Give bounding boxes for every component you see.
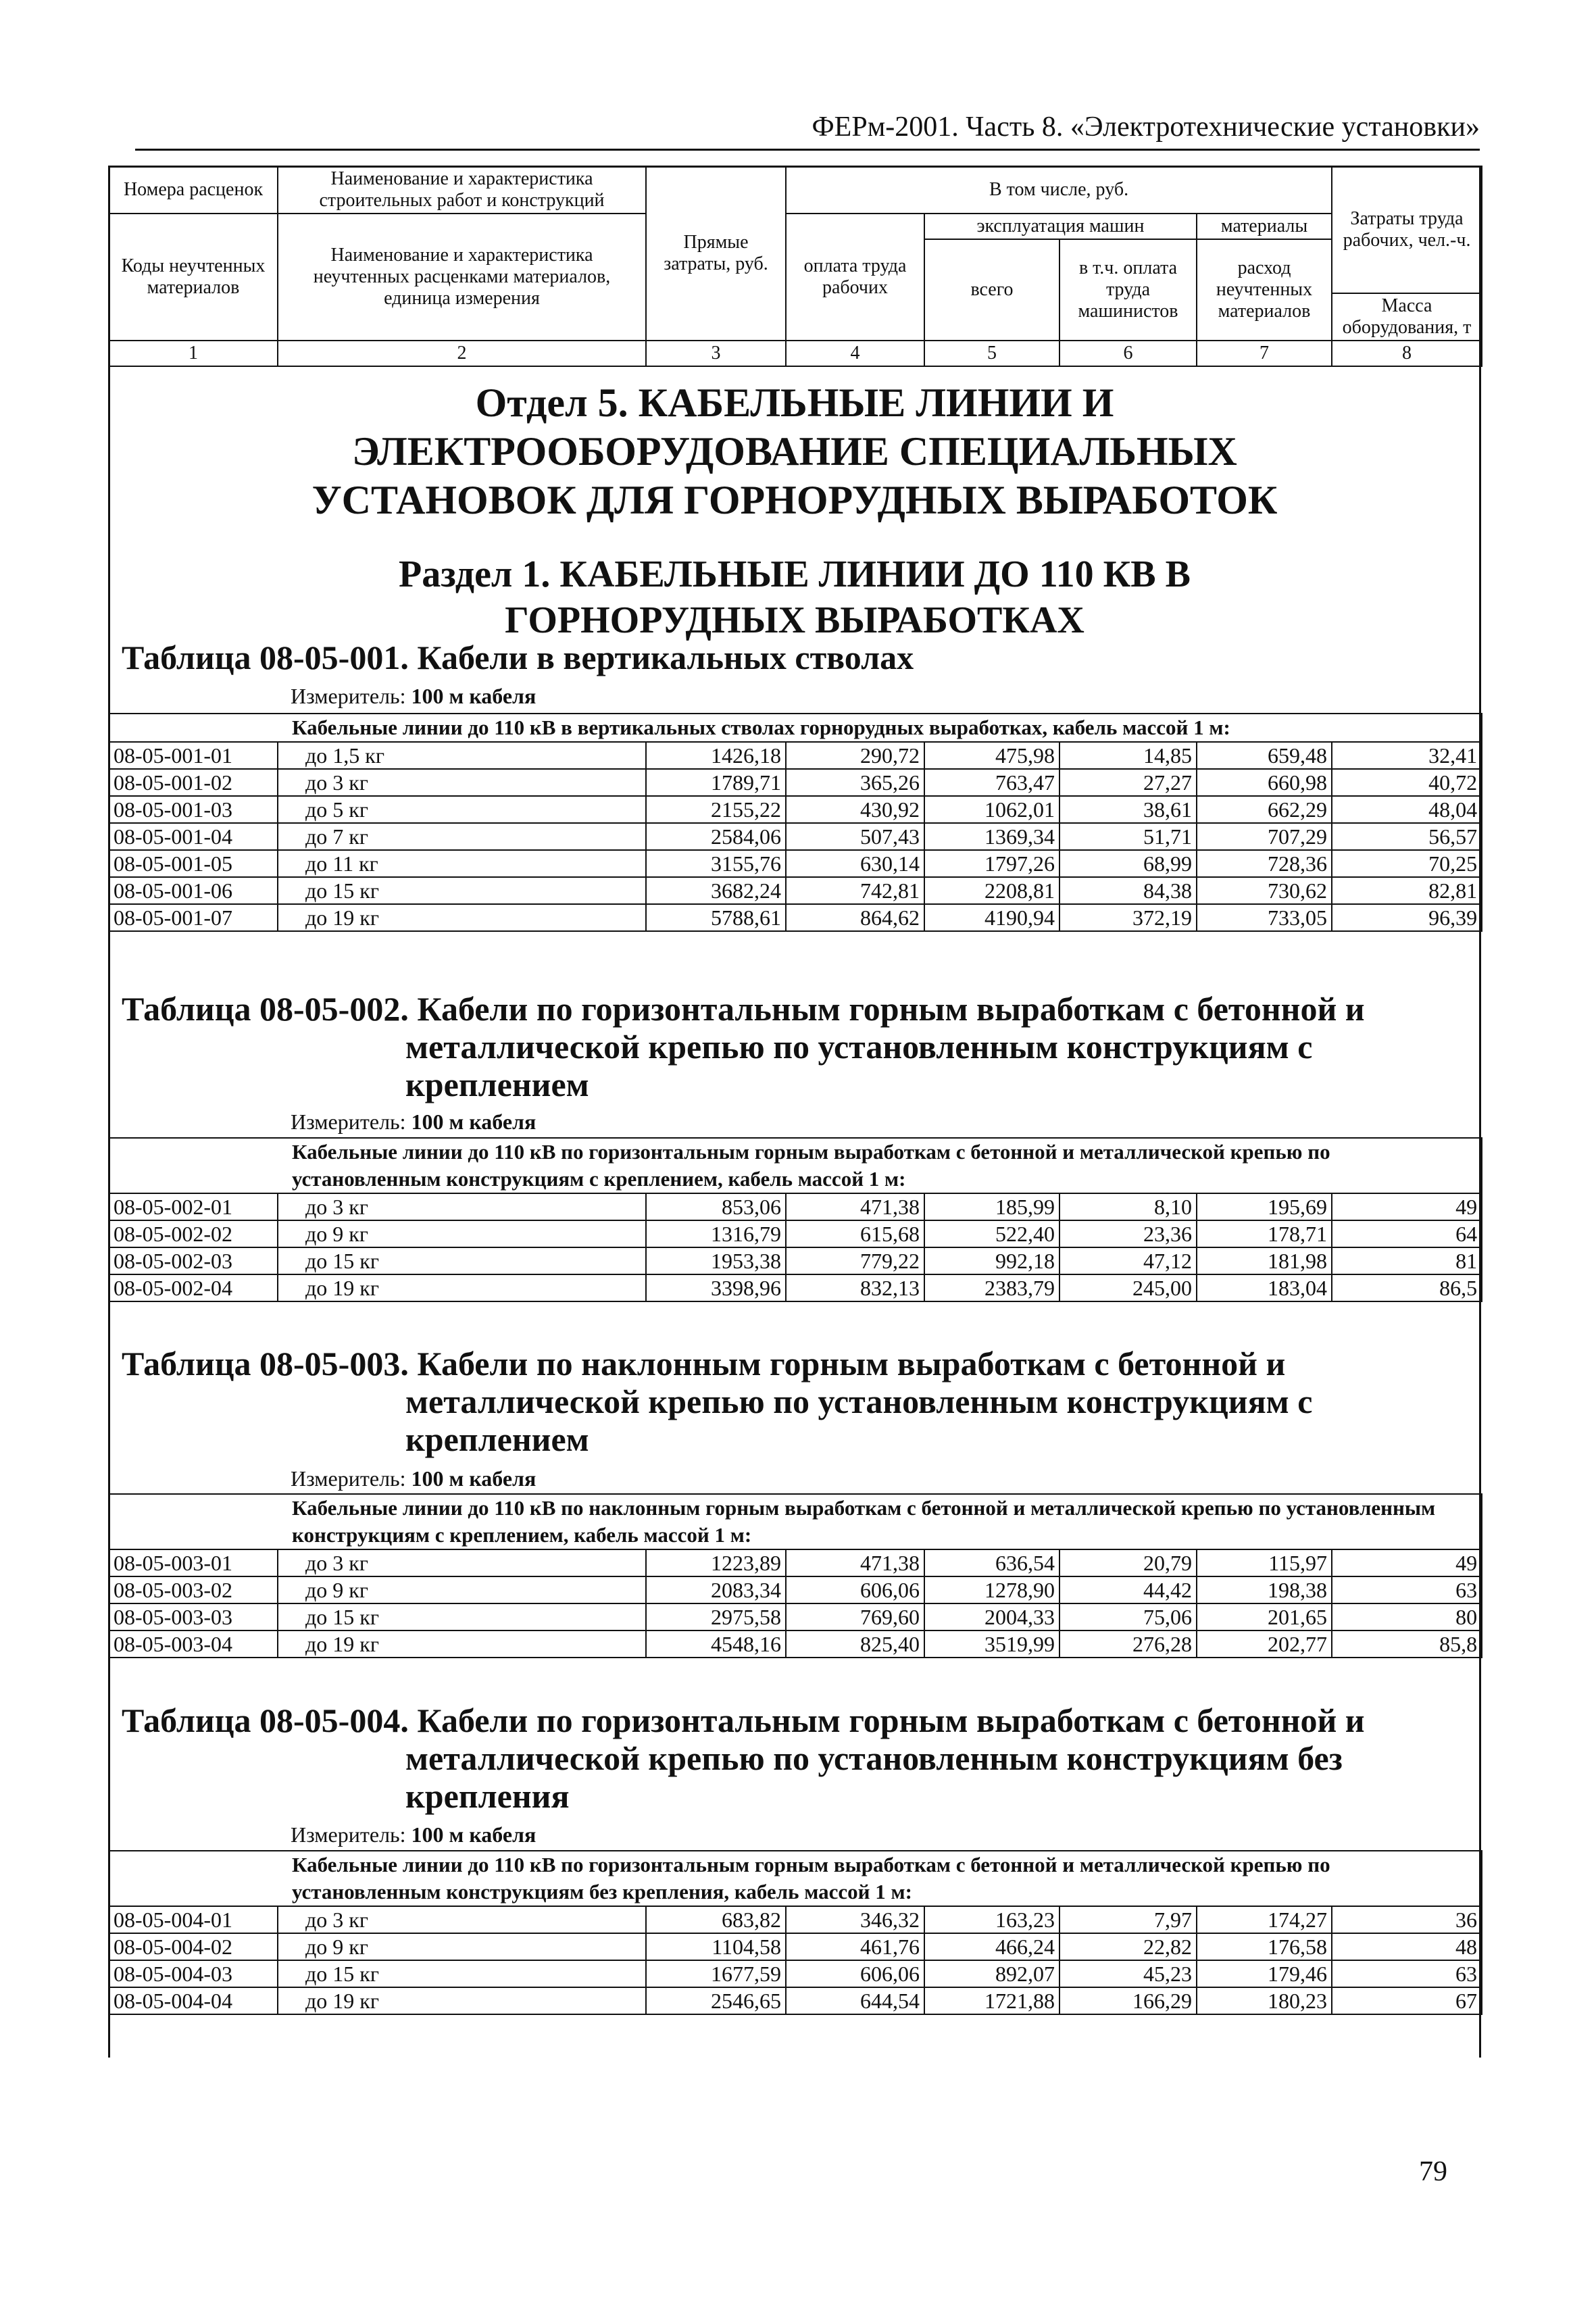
table-row <box>109 769 1482 796</box>
table-label: Таблица 08-05-001. <box>122 639 409 676</box>
value-cell: 430,92 <box>786 796 924 823</box>
table-row <box>109 1274 1482 1301</box>
value-cell: 82,81 <box>1332 877 1482 904</box>
value-cell: 181,98 <box>1197 1247 1332 1274</box>
labor-header: Затраты труда рабочих, чел.-ч. <box>1332 166 1482 293</box>
value-cell: 2584,06 <box>646 823 786 850</box>
value-cell: 1223,89 <box>646 1549 786 1576</box>
value-cell: 36 <box>1332 1906 1482 1933</box>
value-cell: 166,29 <box>1059 1987 1197 2014</box>
column-number-cell: 2 <box>278 341 646 366</box>
rate-code-cell: 08-05-004-03 <box>109 1960 278 1987</box>
table-caption: Кабели по горизонтальным горным выработкам с бетонной и металлической крепью по установленным конструкциям с креплением <box>405 990 1365 1103</box>
value-cell: 38,61 <box>1059 796 1197 823</box>
value-cell: 660,98 <box>1197 769 1332 796</box>
rate-name-cell: до 15 кг <box>278 1960 646 1987</box>
rate-name-cell: до 19 кг <box>278 1274 646 1301</box>
table-row <box>109 1220 1482 1247</box>
table-meter <box>291 682 536 710</box>
table-caption: Кабели по наклонным горным выработкам с бетонной и металлической крепью по установленным конструкциям с креплением <box>405 1345 1313 1458</box>
table-row <box>109 796 1482 823</box>
value-cell: 507,43 <box>786 823 924 850</box>
table-row <box>109 1933 1482 1960</box>
value-cell: 769,60 <box>786 1603 924 1631</box>
table-label: Таблица 08-05-004. <box>122 1701 409 1739</box>
group-heading: Кабельные линии до 110 кВ в вертикальных стволах горнорудных выработках, кабель массой 1 м: <box>109 714 1482 742</box>
value-cell: 115,97 <box>1197 1549 1332 1576</box>
value-cell: 779,22 <box>786 1247 924 1274</box>
value-cell: 707,29 <box>1197 823 1332 850</box>
value-cell: 63 <box>1332 1576 1482 1603</box>
rate-code-cell: 08-05-003-03 <box>109 1603 278 1631</box>
rate-code-cell: 08-05-001-07 <box>109 904 278 931</box>
value-cell: 1677,59 <box>646 1960 786 1987</box>
table-title <box>122 990 1460 1103</box>
rate-name-cell: до 15 кг <box>278 877 646 904</box>
rate-code-cell: 08-05-004-01 <box>109 1906 278 1933</box>
table-meter <box>291 1465 536 1492</box>
meter-label: Измеритель: <box>291 1822 406 1847</box>
consumption-header: расход неучтенных материалов <box>1197 239 1332 341</box>
column-number-cell: 1 <box>109 341 278 366</box>
rate-code-cell: 08-05-001-01 <box>109 742 278 769</box>
table-label: Таблица 08-05-003. <box>122 1345 409 1383</box>
value-cell: 733,05 <box>1197 904 1332 931</box>
running-title: ФЕРм-2001. Часть 8. «Электротехнические установки» <box>812 111 1480 143</box>
value-cell: 1426,18 <box>646 742 786 769</box>
table-row <box>109 1603 1482 1631</box>
rate-name-cell: до 3 кг <box>278 1193 646 1220</box>
table-title <box>122 639 1338 676</box>
group-heading: Кабельные линии до 110 кВ по наклонным горным выработкам с бетонной и металлической крепью по установленным конструкциям с креплением, кабель массой 1 м: <box>109 1494 1482 1549</box>
value-cell: 683,82 <box>646 1906 786 1933</box>
value-cell: 8,10 <box>1059 1193 1197 1220</box>
value-cell: 662,29 <box>1197 796 1332 823</box>
value-cell: 86,5 <box>1332 1274 1482 1301</box>
value-cell: 475,98 <box>924 742 1059 769</box>
table-row <box>109 742 1482 769</box>
value-cell: 163,23 <box>924 1906 1059 1933</box>
value-cell: 2975,58 <box>646 1603 786 1631</box>
rate-code-cell: 08-05-002-03 <box>109 1247 278 1274</box>
data-table <box>108 1850 1482 2015</box>
rate-name-cell: до 3 кг <box>278 769 646 796</box>
value-cell: 5788,61 <box>646 904 786 931</box>
value-cell: 20,79 <box>1059 1549 1197 1576</box>
part-title: Раздел 1. КАБЕЛЬНЫЕ ЛИНИИ ДО 110 КВ В ГОРНОРУДНЫХ ВЫРАБОТКАХ <box>399 553 1191 641</box>
value-cell: 2546,65 <box>646 1987 786 2014</box>
value-cell: 195,69 <box>1197 1193 1332 1220</box>
table-caption: Кабели в вертикальных стволах <box>417 639 914 676</box>
value-cell: 48 <box>1332 1933 1482 1960</box>
value-cell: 461,76 <box>786 1933 924 1960</box>
value-cell: 202,77 <box>1197 1631 1332 1658</box>
data-table <box>108 1137 1482 1302</box>
meter-value: 100 м кабеля <box>411 684 537 708</box>
column-header-table <box>108 166 1482 367</box>
table-label: Таблица 08-05-002. <box>122 990 409 1028</box>
column-number-cell: 8 <box>1332 341 1482 366</box>
value-cell: 276,28 <box>1059 1631 1197 1658</box>
table-row <box>109 904 1482 931</box>
rate-code-cell: 08-05-001-05 <box>109 850 278 877</box>
name-top-header: Наименование и характеристика строительных работ и конструкций <box>278 166 646 214</box>
rate-code-cell: 08-05-004-04 <box>109 1987 278 2014</box>
value-cell: 51,71 <box>1059 823 1197 850</box>
value-cell: 2383,79 <box>924 1274 1059 1301</box>
value-cell: 730,62 <box>1197 877 1332 904</box>
rate-code-cell: 08-05-001-04 <box>109 823 278 850</box>
value-cell: 63 <box>1332 1960 1482 1987</box>
value-cell: 178,71 <box>1197 1220 1332 1247</box>
value-cell: 49 <box>1332 1193 1482 1220</box>
rate-name-cell: до 1,5 кг <box>278 742 646 769</box>
rate-code-cell: 08-05-003-01 <box>109 1549 278 1576</box>
value-cell: 3519,99 <box>924 1631 1059 1658</box>
value-cell: 81 <box>1332 1247 1482 1274</box>
table-row <box>109 1193 1482 1220</box>
table-row <box>109 1576 1482 1603</box>
table-row <box>109 1247 1482 1274</box>
rate-code-cell: 08-05-002-01 <box>109 1193 278 1220</box>
value-cell: 346,32 <box>786 1906 924 1933</box>
data-table <box>108 713 1482 932</box>
value-cell: 3155,76 <box>646 850 786 877</box>
rate-name-cell: до 9 кг <box>278 1220 646 1247</box>
value-cell: 176,58 <box>1197 1933 1332 1960</box>
materials-header: материалы <box>1197 214 1332 239</box>
column-number-cell: 7 <box>1197 341 1332 366</box>
value-cell: 2208,81 <box>924 877 1059 904</box>
rate-name-cell: до 9 кг <box>278 1576 646 1603</box>
rate-code-cell: 08-05-002-04 <box>109 1274 278 1301</box>
rate-name-cell: до 3 кг <box>278 1906 646 1933</box>
value-cell: 372,19 <box>1059 904 1197 931</box>
column-number-cell: 5 <box>924 341 1059 366</box>
incl-pay-header: в т.ч. оплата труда машинистов <box>1059 239 1197 341</box>
value-cell: 7,97 <box>1059 1906 1197 1933</box>
value-cell: 174,27 <box>1197 1906 1332 1933</box>
numbers-header: Номера расценок <box>109 166 278 214</box>
value-cell: 1797,26 <box>924 850 1059 877</box>
rate-code-cell: 08-05-002-02 <box>109 1220 278 1247</box>
rate-code-cell: 08-05-003-04 <box>109 1631 278 1658</box>
value-cell: 1721,88 <box>924 1987 1059 2014</box>
table-row <box>109 823 1482 850</box>
value-cell: 67 <box>1332 1987 1482 2014</box>
meter-value: 100 м кабеля <box>411 1110 537 1134</box>
value-cell: 70,25 <box>1332 850 1482 877</box>
group-heading: Кабельные линии до 110 кВ по горизонтальным горным выработкам с бетонной и металлической крепью по установленным конструкциям с креплением, кабель массой 1 м: <box>109 1138 1482 1193</box>
incl-header: В том числе, руб. <box>786 166 1332 214</box>
rate-name-cell: до 15 кг <box>278 1603 646 1631</box>
value-cell: 992,18 <box>924 1247 1059 1274</box>
value-cell: 75,06 <box>1059 1603 1197 1631</box>
rate-name-cell: до 3 кг <box>278 1549 646 1576</box>
rate-name-cell: до 19 кг <box>278 1631 646 1658</box>
value-cell: 1369,34 <box>924 823 1059 850</box>
value-cell: 1953,38 <box>646 1247 786 1274</box>
table-title <box>122 1701 1460 1815</box>
rate-name-cell: до 19 кг <box>278 904 646 931</box>
value-cell: 4548,16 <box>646 1631 786 1658</box>
value-cell: 365,26 <box>786 769 924 796</box>
value-cell: 644,54 <box>786 1987 924 2014</box>
name-bottom-header: Наименование и характеристика неучтенных расценками материалов, единица измерения <box>278 214 646 341</box>
table-row <box>109 1960 1482 1987</box>
rate-name-cell: до 7 кг <box>278 823 646 850</box>
value-cell: 3682,24 <box>646 877 786 904</box>
value-cell: 56,57 <box>1332 823 1482 850</box>
rate-name-cell: до 15 кг <box>278 1247 646 1274</box>
value-cell: 1789,71 <box>646 769 786 796</box>
value-cell: 4190,94 <box>924 904 1059 931</box>
value-cell: 1062,01 <box>924 796 1059 823</box>
rate-code-cell: 08-05-001-06 <box>109 877 278 904</box>
value-cell: 864,62 <box>786 904 924 931</box>
mass-header: Масса оборудования, т <box>1332 293 1482 341</box>
value-cell: 245,00 <box>1059 1274 1197 1301</box>
value-cell: 96,39 <box>1332 904 1482 931</box>
header-rule <box>135 149 1480 151</box>
rate-name-cell: до 11 кг <box>278 850 646 877</box>
value-cell: 471,38 <box>786 1193 924 1220</box>
column-number-cell: 4 <box>786 341 924 366</box>
value-cell: 606,06 <box>786 1576 924 1603</box>
value-cell: 68,99 <box>1059 850 1197 877</box>
value-cell: 522,40 <box>924 1220 1059 1247</box>
value-cell: 466,24 <box>924 1933 1059 1960</box>
machines-header: эксплуатация машин <box>924 214 1197 239</box>
rate-code-cell: 08-05-001-02 <box>109 769 278 796</box>
value-cell: 23,36 <box>1059 1220 1197 1247</box>
value-cell: 27,27 <box>1059 769 1197 796</box>
table-caption: Кабели по горизонтальным горным выработкам с бетонной и металлической крепью по установленным конструкциям без крепления <box>405 1701 1365 1815</box>
value-cell: 471,38 <box>786 1549 924 1576</box>
pay-header: оплата труда рабочих <box>786 214 924 341</box>
value-cell: 853,06 <box>646 1193 786 1220</box>
value-cell: 892,07 <box>924 1960 1059 1987</box>
value-cell: 825,40 <box>786 1631 924 1658</box>
value-cell: 185,99 <box>924 1193 1059 1220</box>
value-cell: 1104,58 <box>646 1933 786 1960</box>
value-cell: 630,14 <box>786 850 924 877</box>
value-cell: 32,41 <box>1332 742 1482 769</box>
direct-costs-header: Прямые затраты, руб. <box>646 166 786 341</box>
value-cell: 636,54 <box>924 1549 1059 1576</box>
value-cell: 659,48 <box>1197 742 1332 769</box>
rate-name-cell: до 19 кг <box>278 1987 646 2014</box>
table-row <box>109 1631 1482 1658</box>
value-cell: 2083,34 <box>646 1576 786 1603</box>
value-cell: 3398,96 <box>646 1274 786 1301</box>
total-header: всего <box>924 239 1059 341</box>
value-cell: 180,23 <box>1197 1987 1332 2014</box>
value-cell: 49 <box>1332 1549 1482 1576</box>
value-cell: 85,8 <box>1332 1631 1482 1658</box>
value-cell: 763,47 <box>924 769 1059 796</box>
value-cell: 201,65 <box>1197 1603 1332 1631</box>
value-cell: 615,68 <box>786 1220 924 1247</box>
value-cell: 80 <box>1332 1603 1482 1631</box>
meter-label: Измеритель: <box>291 684 406 708</box>
value-cell: 606,06 <box>786 1960 924 1987</box>
value-cell: 64 <box>1332 1220 1482 1247</box>
table-meter <box>291 1821 536 1848</box>
group-heading: Кабельные линии до 110 кВ по горизонтальным горным выработкам с бетонной и металлической крепью по установленным конструкциям без крепления, кабель массой 1 м: <box>109 1851 1482 1906</box>
value-cell: 2004,33 <box>924 1603 1059 1631</box>
value-cell: 84,38 <box>1059 877 1197 904</box>
data-table <box>108 1493 1482 1658</box>
value-cell: 47,12 <box>1059 1247 1197 1274</box>
meter-value: 100 м кабеля <box>411 1822 537 1847</box>
meter-label: Измеритель: <box>291 1466 406 1491</box>
page-number: 79 <box>1419 2156 1447 2187</box>
table-row <box>109 1906 1482 1933</box>
codes-header: Коды неучтенных материалов <box>109 214 278 341</box>
rate-name-cell: до 5 кг <box>278 796 646 823</box>
value-cell: 728,36 <box>1197 850 1332 877</box>
table-title <box>122 1345 1460 1458</box>
column-number-cell: 3 <box>646 341 786 366</box>
rate-name-cell: до 9 кг <box>278 1933 646 1960</box>
meter-label: Измеритель: <box>291 1110 406 1134</box>
value-cell: 48,04 <box>1332 796 1482 823</box>
value-cell: 742,81 <box>786 877 924 904</box>
value-cell: 179,46 <box>1197 1960 1332 1987</box>
table-row <box>109 1987 1482 2014</box>
value-cell: 22,82 <box>1059 1933 1197 1960</box>
meter-value: 100 м кабеля <box>411 1466 537 1491</box>
section-headings <box>108 378 1481 643</box>
department-title: Отдел 5. КАБЕЛЬНЫЕ ЛИНИИ И ЭЛЕКТРООБОРУДОВАНИЕ СПЕЦИАЛЬНЫХ УСТАНОВОК ДЛЯ ГОРНОРУДНЫХ ВЫРАБОТОК <box>311 380 1278 522</box>
value-cell: 44,42 <box>1059 1576 1197 1603</box>
table-row <box>109 1549 1482 1576</box>
table-row <box>109 850 1482 877</box>
value-cell: 290,72 <box>786 742 924 769</box>
table-meter <box>291 1108 536 1135</box>
rate-code-cell: 08-05-001-03 <box>109 796 278 823</box>
value-cell: 1316,79 <box>646 1220 786 1247</box>
value-cell: 40,72 <box>1332 769 1482 796</box>
value-cell: 198,38 <box>1197 1576 1332 1603</box>
column-number-cell: 6 <box>1059 341 1197 366</box>
rate-code-cell: 08-05-004-02 <box>109 1933 278 1960</box>
rate-code-cell: 08-05-003-02 <box>109 1576 278 1603</box>
value-cell: 832,13 <box>786 1274 924 1301</box>
value-cell: 183,04 <box>1197 1274 1332 1301</box>
table-row <box>109 877 1482 904</box>
value-cell: 2155,22 <box>646 796 786 823</box>
value-cell: 45,23 <box>1059 1960 1197 1987</box>
value-cell: 1278,90 <box>924 1576 1059 1603</box>
value-cell: 14,85 <box>1059 742 1197 769</box>
